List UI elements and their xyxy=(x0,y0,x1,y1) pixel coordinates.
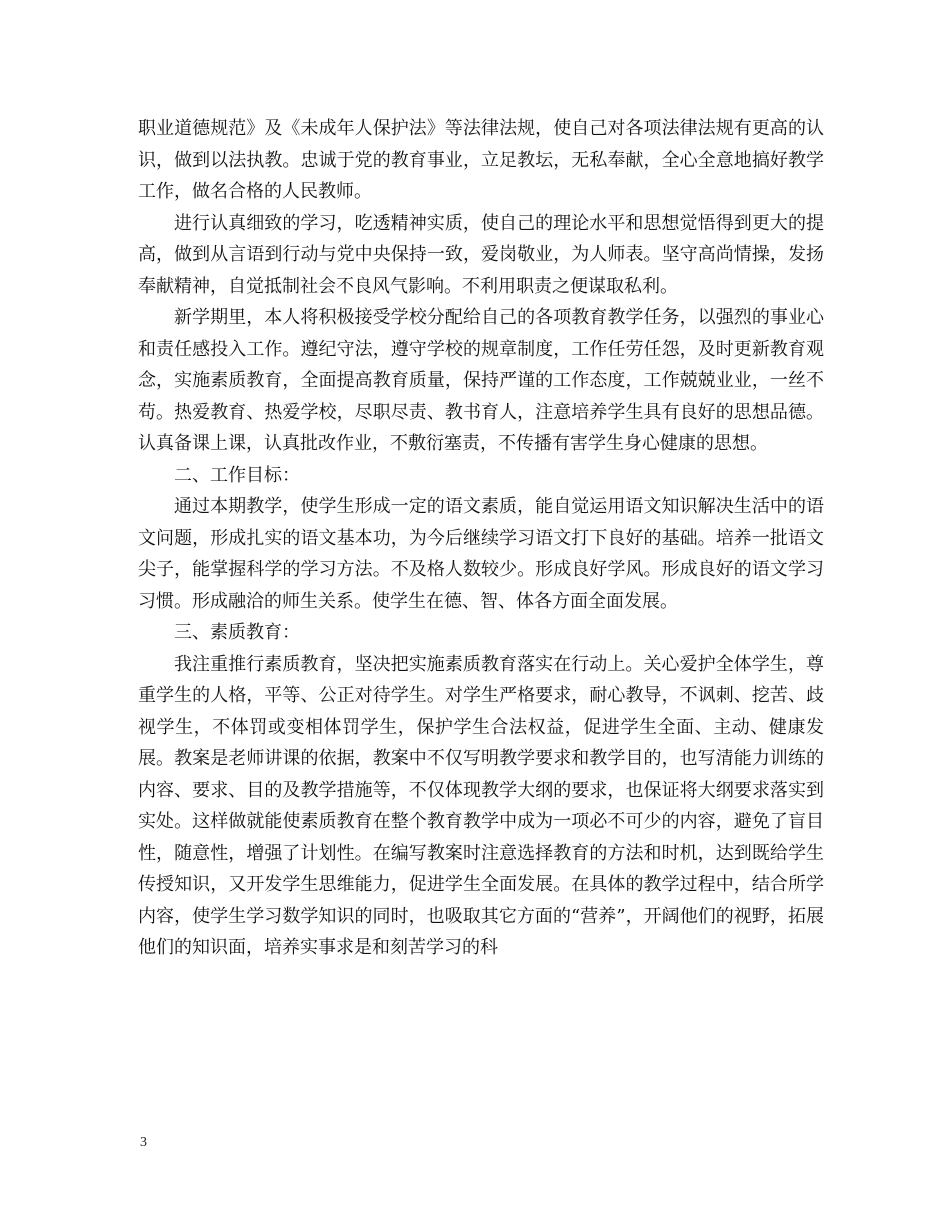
document-body xyxy=(138,113,824,964)
page-number: 3 xyxy=(140,1135,147,1150)
paragraph: 我注重推行素质教育，坚决把实施素质教育落实在行动上。关心爱护全体学生，尊重学生的人格，平等、公正对待学生。对学生严格要求，耐心教导，不讽刺、挖苦、歧视学生，不体罚或变相体罚学生，保护学生合法权益，促进学生全面、主动、健康发展。教案是老师讲课的依据，教案中不仅写明教学要求和教学目的，也写清能力训练的内容、要求、目的及教学措施等，不仅体现教学大纲的要求，也保证将大纲要求落实到实处。这样做就能使素质教育在整个教育教学中成为一项必不可少的内容，避免了盲目性，随意性，增强了计划性。在编写教案时注意选择教育的方法和时机，达到既给学生传授知识，又开发学生思维能力，促进学生全面发展。在具体的教学过程中，结合所学内容，使学生学习数学知识的同时，也吸取其它方面的“营养”，开阔他们的视野，拓展他们的知识面，培养实事求是和刻苦学习的科 xyxy=(138,653,824,958)
paragraph: 通过本期教学，使学生形成一定的语文素质，能自觉运用语文知识解决生活中的语文问题，形成扎实的语文基本功，为今后继续学习语文打下良好的基础。培养一批语文尖子，能掌握科学的学习方法。不及格人数较少。形成良好学风。形成良好的语文学习习惯。形成融洽的师生关系。使学生在德、智、体各方面全面发展。 xyxy=(138,496,824,612)
paragraph: 进行认真细致的学习，吃透精神实质，使自己的理论水平和思想觉悟得到更大的提高，做到从言语到行动与党中央保持一致，爱岗敬业，为人师表。坚守高尚情操，发扬奉献精神，自觉抵制社会不良风气影响。不利用职责之便谋取私利。 xyxy=(138,212,824,297)
paragraph-continued: 职业道德规范》及《未成年人保护法》等法律法规，使自己对各项法律法规有更高的认识，做到以法执教。忠诚于党的教育事业，立足教坛，无私奉献，全心全意地搞好教学工作，做名合格的人民教师。 xyxy=(138,118,824,202)
section-heading: 三、素质教育： xyxy=(174,622,300,643)
paragraph: 新学期里，本人将积极接受学校分配给自己的各项教育教学任务，以强烈的事业心和责任感投入工作。遵纪守法，遵守学校的规章制度，工作任劳任怨，及时更新教育观念，实施素质教育，全面提高教育质量，保持严谨的工作态度，工作兢兢业业，一丝不苟。热爱教育、热爱学校，尽职尽责、教书育人，注意培养学生具有良好的思想品德。认真备课上课，认真批改作业，不敷衍塞责，不传播有害学生身心健康的思想。 xyxy=(138,307,824,454)
section-heading: 二、工作目标： xyxy=(174,464,300,486)
